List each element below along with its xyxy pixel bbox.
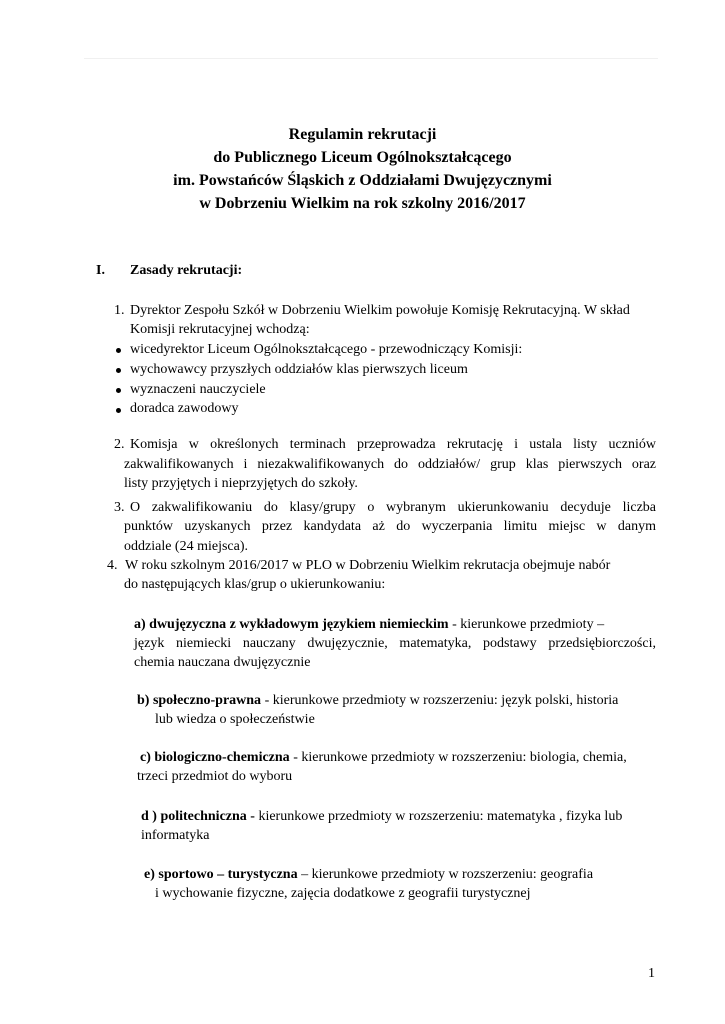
profile-e-label: e) sportowo – turystyczna (144, 867, 298, 882)
bullet-icon (116, 368, 121, 373)
profile-d-line-1 (141, 808, 622, 826)
item-3-line-3: oddziale (24 miejsca). (124, 539, 249, 554)
profile-a-label: a) dwujęzyczna z wykładowym językiem niemieckim (134, 617, 449, 632)
item-2-line-2: zakwalifikowanych i niezakwalifikowanych do oddziałów/ grup klas pierwszych oraz (124, 457, 656, 472)
profile-a-line-1 (134, 616, 604, 634)
profile-b-line-1 (137, 692, 618, 710)
doc-title-line-4: w Dobrzeniu Wielkim na rok szkolny 2016/2017 (199, 195, 526, 212)
profile-c-label: c) biologiczno-chemiczna (140, 750, 290, 765)
header-rule (84, 58, 658, 59)
profile-c-line-1 (140, 749, 627, 767)
item-1-line-2: Komisji rekrutacyjnej wchodzą: (130, 322, 310, 337)
item-3-line-1: O zakwalifikowaniu do klasy/grupy o wybranym ukierunkowaniu decyduje liczba (130, 500, 656, 515)
profile-c-line-2: trzeci przedmiot do wyboru (137, 769, 293, 784)
profile-e-line-2: i wychowanie fizyczne, zajęcia dodatkowe z geografii turystycznej (155, 886, 531, 901)
list-item: wychowawcy przyszłych oddziałów klas pierwszych liceum (130, 362, 468, 377)
profile-a-desc: - kierunkowe przedmioty – (448, 617, 605, 632)
profile-b-desc: - kierunkowe przedmioty w rozszerzeniu: język polski, historia (261, 693, 619, 708)
item-2-line-3: listy przyjętych i nieprzyjętych do szkoły. (124, 476, 358, 491)
profile-b-line-2: lub wiedza o społeczeństwie (155, 712, 315, 727)
list-item: wicedyrektor Liceum Ogólnokształcącego - przewodniczący Komisji: (130, 342, 523, 357)
page-number: 1 (648, 966, 655, 981)
profile-e-line-1 (144, 866, 593, 884)
doc-title-line-1: Regulamin rekrutacji (288, 126, 437, 143)
profile-a-line-3: chemia nauczana dwujęzycznie (134, 655, 311, 670)
bullet-icon (116, 408, 121, 413)
item-2-number: 2. (114, 437, 125, 452)
profile-a-line-2: język niemiecki nauczany dwujęzycznie, matematyka, podstawy przedsiębiorczości, (134, 636, 656, 651)
item-4-line-2: do następujących klas/grup o ukierunkowaniu: (124, 577, 386, 592)
list-item: wyznaczeni nauczyciele (130, 382, 266, 397)
item-1-number: 1. (114, 303, 125, 318)
doc-title-line-3: im. Powstańców Śląskich z Oddziałami Dwujęzycznymi (173, 172, 552, 189)
bullet-icon (116, 348, 121, 353)
profile-d-desc: kierunkowe przedmioty w rozszerzeniu: matematyka , fizyka lub (254, 809, 623, 824)
item-4-number: 4. (107, 558, 118, 573)
bullet-icon (116, 388, 121, 393)
doc-title-line-2: do Publicznego Liceum Ogólnokształcącego (213, 149, 512, 166)
profile-b-label: b) społeczno-prawna (137, 693, 262, 708)
item-1-line-1: Dyrektor Zespołu Szkół w Dobrzeniu Wielkim powołuje Komisję Rekrutacyjną. W skład (130, 303, 630, 318)
list-item: doradca zawodowy (130, 401, 239, 416)
profile-d-line-2: informatyka (141, 828, 210, 843)
profile-e-desc: – kierunkowe przedmioty w rozszerzeniu: geografia (297, 867, 594, 882)
item-4-line-1: W roku szkolnym 2016/2017 w PLO w Dobrzeniu Wielkim rekrutacja obejmuje nabór (125, 558, 611, 573)
section-number: I. (96, 263, 105, 278)
item-2-line-1: Komisja w określonych terminach przeprowadza rekrutację i ustala listy uczniów (130, 437, 656, 452)
profile-d-label: d ) politechniczna - (141, 809, 255, 824)
item-3-line-2: punktów uzyskanych przez kandydata aż do wyczerpania limitu miejsc w danym (124, 519, 656, 534)
profile-c-desc: - kierunkowe przedmioty w rozszerzeniu: biologia, chemia, (289, 750, 627, 765)
section-heading: Zasady rekrutacji: (130, 263, 243, 278)
item-3-number: 3. (114, 500, 125, 515)
